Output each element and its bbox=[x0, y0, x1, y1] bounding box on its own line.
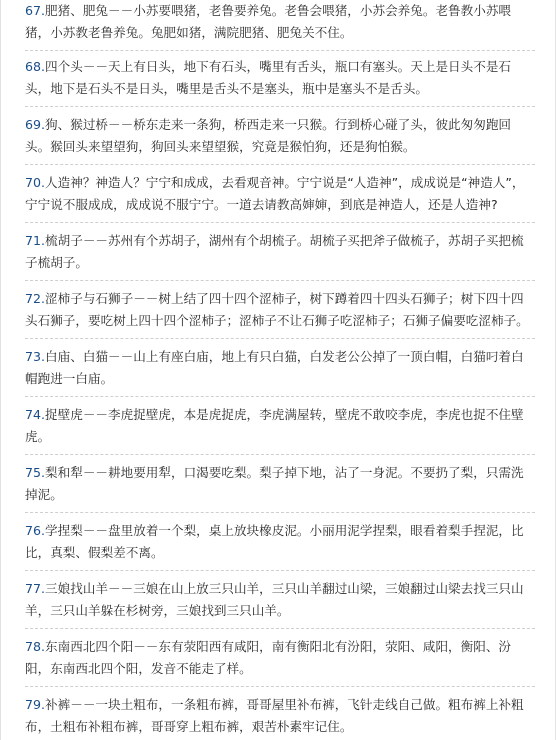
list-item bbox=[25, 578, 535, 629]
item-text: 狗、猴过桥－－桥东走来一条狗，桥西走来一只猴。行到桥心碰了头，彼此匆匆跑回头。猴回头来望望狗，狗回头来望望猴，究竟是猴怕狗，还是狗怕猴。 bbox=[25, 117, 511, 154]
item-number: 74. bbox=[25, 407, 46, 422]
item-number: 69. bbox=[25, 117, 46, 132]
item-text: 学捏梨－－盘里放着一个梨，桌上放块橡皮泥。小丽用泥学捏梨，眼看着梨手捏泥，比比，真梨、假梨差不离。 bbox=[25, 523, 524, 560]
list-item bbox=[25, 694, 535, 740]
list-item bbox=[25, 172, 535, 223]
item-text: 梨和犁－－耕地要用犁，口渴要吃梨。梨子掉下地，沾了一身泥。不要扔了梨，只需洗掉泥。 bbox=[25, 465, 524, 502]
item-number: 68. bbox=[25, 59, 46, 74]
item-number: 71. bbox=[25, 233, 46, 248]
item-text: 补裤－－一块土粗布，一条粗布裤，哥哥屋里补布裤，飞针走线自己做。粗布裤上补粗布，土粗布补粗布裤，哥哥穿上粗布裤，艰苦朴素牢记住。 bbox=[25, 697, 524, 734]
list-item bbox=[25, 288, 535, 339]
item-number: 73. bbox=[25, 349, 46, 364]
list-item bbox=[25, 114, 535, 165]
list-item bbox=[25, 462, 535, 513]
list-item bbox=[25, 230, 535, 281]
item-text: 梳胡子－－苏州有个苏胡子，湖州有个胡梳子。胡梳子买把斧子做梳子，苏胡子买把梳子梳胡子。 bbox=[25, 233, 524, 270]
item-number: 77. bbox=[25, 581, 46, 596]
item-number: 79. bbox=[25, 697, 46, 712]
item-text: 东南西北四个阳－－东有荥阳西有咸阳，南有衡阳北有汾阳，荥阳、咸阳，衡阳、汾阳，东南西北四个阳，发音不能走了样。 bbox=[25, 639, 511, 676]
item-text: 四个头－－天上有日头，地下有石头，嘴里有舌头，瓶口有塞头。天上是日头不是石头，地下是石头不是日头，嘴里是舌头不是塞头，瓶中是塞头不是舌头。 bbox=[25, 59, 511, 96]
item-number: 67. bbox=[25, 3, 46, 18]
item-number: 75. bbox=[25, 465, 46, 480]
item-text: 肥猪、肥兔－－小苏要喂猪，老鲁要养兔。老鲁会喂猪，小苏会养兔。老鲁教小苏喂猪，小苏教老鲁养兔。兔肥如猪，满院肥猪、肥兔关不住。 bbox=[25, 3, 511, 40]
list-item bbox=[25, 636, 535, 687]
item-number: 76. bbox=[25, 523, 46, 538]
list-item bbox=[25, 346, 535, 397]
item-text: 人造神？神造人？宁宁和成成，去看观音神。宁宁说是“人造神”，成成说是“神造人”，宁宁说不服成成，成成说不服宁宁。一道去请教高婶婶，到底是神造人，还是人造神? bbox=[25, 175, 525, 212]
item-text: 捉壁虎－－李虎捉壁虎，本是虎捉虎，李虎满屋转，壁虎不敢咬李虎，李虎也捉不住壁虎。 bbox=[25, 407, 524, 444]
list-item bbox=[25, 404, 535, 455]
item-text: 涩柿子与石狮子－－树上结了四十四个涩柿子，树下蹲着四十四头石狮子；树下四十四头石狮子，要吃树上四十四个涩柿子；涩柿子不让石狮子吃涩柿子；石狮子偏要吃涩柿子。 bbox=[25, 291, 529, 328]
item-number: 72. bbox=[25, 291, 46, 306]
list-item bbox=[25, 56, 535, 107]
list-item bbox=[25, 0, 535, 51]
item-number: 70. bbox=[25, 175, 46, 190]
item-text: 白庙、白猫－－山上有座白庙，地上有只白猫，白发老公公掉了一顶白帽，白猫叼着白帽跑进一白庙。 bbox=[25, 349, 524, 386]
item-number: 78. bbox=[25, 639, 46, 654]
item-text: 三娘找山羊－－三娘在山上放三只山羊，三只山羊翻过山梁，三娘翻过山梁去找三只山羊，三只山羊躲在杉树旁，三娘找到三只山羊。 bbox=[25, 581, 524, 618]
list-item bbox=[25, 520, 535, 571]
